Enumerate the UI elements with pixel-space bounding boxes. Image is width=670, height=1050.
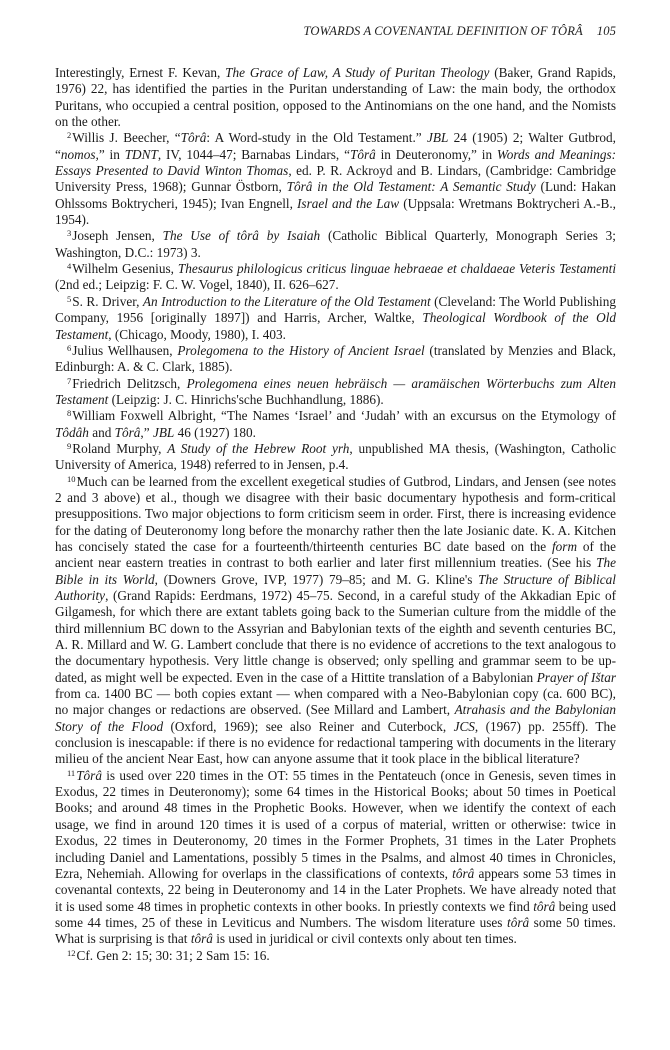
footnote-text: in Deuteronomy,” in	[375, 146, 497, 162]
italic-title: Israel and the Law	[297, 195, 400, 211]
italic-title: Thesaurus philologicus criticus linguae hebraeae et chaldaeae Veteris Testamenti	[177, 261, 617, 277]
running-head-title: TOWARDS A COVENANTAL DEFINITION OF TÔRÂ	[303, 24, 583, 38]
footnote-text: some 50 times. What is surprising is that	[55, 914, 616, 947]
italic-title: JBL	[152, 424, 175, 440]
italic-title: TDNT	[124, 146, 158, 162]
italic-title: Atrahasis and the Babylonian Story of the Flood	[55, 702, 616, 734]
footnote-text: appears some 53 times in covenantal contexts, 22 being in Deuteronomy and 14 in the Later Prophets. We have already noted that it is used some 48 times in prophetic contexts in other books. In priestly contexts we find	[55, 865, 616, 914]
footnote-2	[55, 130, 616, 228]
italic-title: form	[552, 538, 578, 554]
footnote-text: (Lund: Hakan Ohlssoms Boktrycheri, 1945); Ivan Engnell,	[55, 179, 616, 211]
italic-title: Tôrâ	[114, 424, 141, 440]
footnote-text: ,”	[140, 424, 153, 440]
footnote-text: William Foxwell Albright, “The Names ‘Israel’ and ‘Judah’ with an excursus on the Etymology of	[72, 408, 616, 424]
footnote-text: , ed. P. R. Ackroyd and B. Lindars, (Cambridge: Cambridge University Press, 1968); Gunnar Östborn,	[55, 163, 616, 195]
footnote-text: (Catholic Biblical Quarterly, Monograph Series 3; Washington, D.C.: 1973) 3.	[55, 228, 616, 260]
italic-title: The Bible in its World	[55, 555, 616, 587]
footnote-10	[55, 474, 616, 768]
italic-title: tôrâ	[452, 865, 475, 881]
italic-title: The Structure of Biblical Authority	[55, 571, 616, 603]
footnote-number: 11	[67, 767, 76, 778]
footnote-text: (Leipzig: J. C. Hinrichs'sche Buchhandlung, 1886).	[108, 391, 384, 407]
footnote-text: Roland Murphy,	[72, 440, 168, 456]
footnote-text: (translated by Menzies and Black, Edinburgh: A. & C. Clark, 1885).	[55, 342, 616, 375]
italic-title: The Grace of Law, A Study of Puritan Theology	[225, 65, 490, 80]
footnote-text: Cf. Gen 2: 15; 30: 31; 2 Sam 15: 16.	[76, 947, 270, 963]
footnote-text: , (Grand Rapids: Eerdmans, 1972) 45–75. Second, in a careful study of the Akkadian Epic of Gilgamesh, for which there are extant tablets going back to the Sumerian culture from the middle of the third millennium BC down to the Assyrian and Babylonian texts of the eighth and seventh centuries BC, A. R. Millard and W. G. Lambert conclude that there is no evidence of accretions to the text analogous to the documentary hypothesis. Very little change is observed; only spelling and grammar seem to be up-dated, as might well be expected. Even in the case of a Hittite translation of a Babylonian	[55, 588, 616, 685]
italic-title: JCS	[453, 718, 475, 734]
footnotes-block	[55, 65, 616, 964]
footnote-number: 8	[67, 408, 72, 419]
italic-title: Prolegomena eines neuen hebräisch — aramäischen Wörterbuchs zum Alten Testament	[55, 375, 616, 407]
italic-title: tôrâ	[507, 914, 530, 930]
italic-title: tôrâ	[533, 898, 556, 914]
footnote-text: 46 (1927) 180.	[174, 424, 256, 440]
footnote-5	[55, 294, 616, 343]
footnote-number: 2	[67, 130, 72, 141]
footnote-text: is used in juridical or civil contexts only about ten times.	[212, 931, 517, 947]
italic-title: Prayer of Ištar	[536, 669, 616, 685]
footnote-text: Julius Wellhausen,	[72, 342, 178, 358]
footnote-number: 9	[67, 440, 72, 451]
footnote-text: Much can be learned from the excellent exegetical studies of Gutbrod, Lindars, and Jensen (see notes 2 and 3 above) et al., though we disagree with their basic documentary hypothesis and form-critical presuppositions. Two major objections to form criticism seem in order. First, there is increasing evidence for the dating of Deuteronomy long before the monarchy rather then the late Josianic date. K. A. Kitchen has concisely stated the case for a fourteenth/thirteenth centuries BC date based on the	[55, 473, 616, 554]
footnote-text: of the ancient near eastern treaties in contrast to both earlier and later first millennium treaties. (See his	[55, 538, 616, 571]
italic-title: Tôrâ	[180, 130, 207, 146]
italic-title: Tôrâ	[349, 146, 376, 162]
italic-title: Tôrâ in the Old Testament: A Semantic Study	[286, 179, 536, 195]
italic-title: Words and Meanings: Essays Presented to David Winton Thomas	[55, 146, 617, 179]
italic-title: The Use of tôrâ by Isaiah	[162, 228, 321, 244]
footnote-number: 10	[67, 473, 76, 484]
footnote-text: and	[88, 424, 115, 440]
footnote-12	[55, 948, 616, 964]
footnote-text: , (Chicago, Moody, 1980), I. 403.	[108, 326, 286, 342]
footnote-4	[55, 261, 616, 294]
footnote-text: Willis J. Beecher, “	[72, 130, 181, 146]
italic-title: Tôdâh	[55, 424, 89, 440]
footnote-text: ” in	[98, 146, 125, 162]
footnote-text: Friedrich Delitzsch,	[72, 375, 187, 391]
footnote-text: (Uppsala: Wretmans Boktrycheri A.-B., 1954).	[55, 195, 616, 228]
italic-title: tôrâ	[190, 931, 213, 947]
footnote-9	[55, 441, 616, 474]
footnote-3	[55, 228, 616, 261]
footnote-text: (Oxford, 1969); see also Reiner and Cuterbock,	[163, 718, 454, 734]
footnote-text: being used some 44 times, 25 of these in Leviticus and Numbers. The wisdom literature uses	[55, 898, 616, 930]
footnote-text: (Baker, Grand Rapids, 1976) 22, has identified the parties in the Puritan understanding of Law: the main body, the orthodox Puritans, who occupied a central position, opposed to the Antinomians on the one hand, and the Nomists on the other.	[55, 65, 616, 130]
footnote-text: is used over 220 times in the OT: 55 times in the Pentateuch (once in Genesis, seven times in Exodus, 22 times in Deuteronomy); some 64 times in the Historical Books; about 50 times in Poetical Books; and around 48 times in the Prophetic Books. However, when we identify the context of each usage, we find in around 120 times it is used of a corpus of material, written or otherwise: twice in Exodus, 22 times in Deuteronomy, 20 times in the Former Prophets, 31 times in the Later Prophets including Daniel and Lamentations, possibly 5 times in the Psalms, and almost 40 times in Chronicles, Ezra, Nehemiah. Allowing for overlaps in the classifications of contexts,	[55, 767, 616, 881]
footnote-text: , (1967) pp. 255ff). The conclusion is inescapable: if there is no evidence for redactional tampering with documents in the literary milieu of the ancient Near East, how can anyone assume that it took place in the biblical literature?	[55, 718, 616, 767]
footnote-number: 6	[67, 342, 72, 353]
footnote-number: 3	[67, 228, 72, 239]
footnote-number: 4	[67, 261, 72, 272]
footnote-text: Interestingly, Ernest F. Kevan,	[55, 65, 226, 80]
footnote-number: 5	[67, 293, 72, 304]
footnote-text: , (Downers Grove, IVP, 1977) 79–85; and M. G. Kline's	[154, 571, 479, 587]
footnote-text: , IV, 1044–47; Barnabas Lindars, “	[157, 146, 350, 162]
footnote-text: S. R. Driver,	[72, 293, 143, 309]
italic-title: An Introduction to the Literature of the Old Testament	[142, 293, 431, 309]
footnote-text: , unpublished MA thesis, (Washington, Catholic University of America, 1948) referred to in Jensen, p.4.	[55, 440, 616, 473]
italic-title: Tôrâ	[76, 767, 102, 783]
footnote-number: 7	[67, 375, 72, 386]
footnote-text: Joseph Jensen,	[72, 228, 163, 244]
footnote-continued	[55, 65, 616, 130]
footnote-text: 24 (1905) 2; Walter Gutbrod, “	[55, 130, 616, 162]
page-number: 105	[596, 24, 616, 38]
footnote-8	[55, 408, 616, 441]
italic-title: Prolegomena to the History of Ancient Israel	[177, 342, 425, 358]
footnote-text: from ca. 1400 BC — both copies extant — when compared with a Neo-Babylonian copy (ca. 600 BC), no major changes or redactions are observed. (See Millard and Lambert,	[55, 686, 616, 718]
italic-title: Theological Wordbook of the Old Testament	[55, 310, 616, 342]
italic-title: nomos,	[60, 146, 99, 162]
footnote-11	[55, 768, 616, 948]
italic-title: A Study of the Hebrew Root yrh	[167, 440, 350, 456]
footnote-text: (2nd ed.; Leipzig: F. C. W. Vogel, 1840), II. 626–627.	[55, 277, 339, 293]
footnote-text: Wilhelm Gesenius,	[72, 261, 178, 277]
running-head	[55, 24, 616, 39]
footnote-text: : A Word-study in the Old Testament.”	[206, 130, 427, 146]
footnote-7	[55, 376, 616, 409]
footnote-text: (Cleveland: The World Publishing Company, 1956 [originally 1897]) and Harris, Archer, Waltke,	[55, 293, 616, 326]
footnote-6	[55, 343, 616, 376]
italic-title: JBL	[426, 130, 449, 146]
footnote-number: 12	[67, 947, 76, 958]
